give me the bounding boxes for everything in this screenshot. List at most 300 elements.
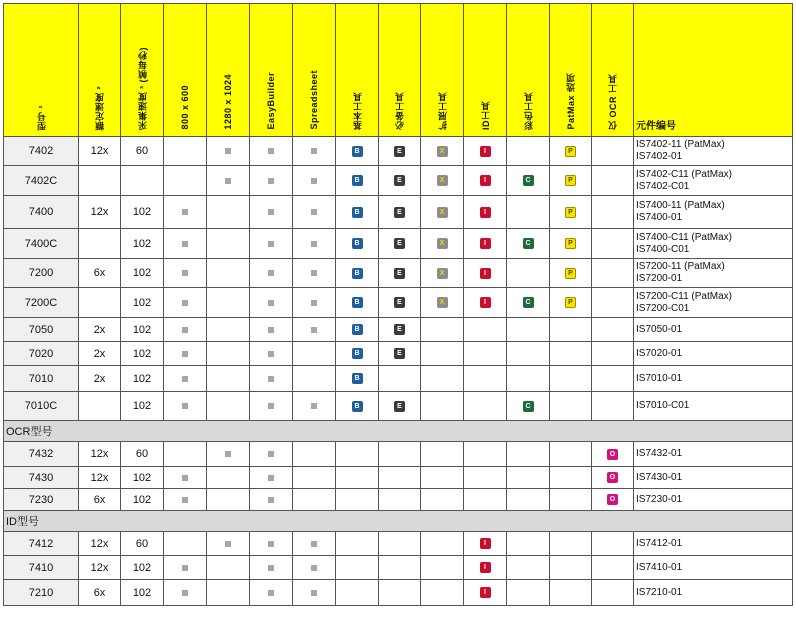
ocr-cell	[592, 318, 634, 342]
patmax-icon: P	[565, 268, 576, 279]
color-cell	[507, 259, 550, 288]
basic-tools-icon: B	[352, 238, 363, 249]
supported-square-icon	[182, 209, 188, 215]
id-cell	[464, 288, 507, 318]
header-res-1280x1024	[207, 4, 250, 137]
supported-square-icon	[268, 541, 274, 547]
basic-tools-icon: B	[352, 268, 363, 279]
header-rated-speed	[79, 4, 121, 137]
ext-cell	[421, 166, 464, 196]
id-cell	[464, 166, 507, 196]
r800-cell	[164, 392, 207, 421]
ess-cell	[379, 229, 421, 259]
model-cell: 7010C	[4, 392, 79, 421]
basic-cell	[336, 137, 379, 166]
part-number-primary: IS7020-01	[636, 347, 683, 359]
table-row	[4, 259, 793, 288]
color-cell	[507, 580, 550, 606]
essential-tools-icon: E	[394, 348, 405, 359]
eb-cell	[250, 166, 293, 196]
id-cell	[464, 229, 507, 259]
ext-cell	[421, 392, 464, 421]
supported-square-icon	[268, 241, 274, 247]
header-label: 1280 x 1024	[223, 74, 233, 130]
fps-cell	[121, 166, 164, 196]
basic-tools-icon: B	[352, 373, 363, 384]
color-cell	[507, 318, 550, 342]
ss-cell	[293, 580, 336, 606]
supported-square-icon	[268, 376, 274, 382]
ext-cell	[421, 467, 464, 489]
part-number-primary: IS7230-01	[636, 493, 683, 505]
speed-cell: 6x	[79, 489, 121, 511]
part-number-secondary: IS7402-C01	[636, 180, 690, 192]
r1280-cell	[207, 229, 250, 259]
table-row	[4, 366, 793, 392]
fps-cell: 102	[121, 366, 164, 392]
table-row	[4, 229, 793, 259]
ss-cell	[293, 137, 336, 166]
supported-square-icon	[311, 148, 317, 154]
id-cell	[464, 366, 507, 392]
ess-cell	[379, 467, 421, 489]
ext-cell	[421, 532, 464, 556]
header-easybuilder	[250, 4, 293, 137]
table-row	[4, 318, 793, 342]
r800-cell	[164, 288, 207, 318]
supported-square-icon	[268, 475, 274, 481]
model-cell: 7402	[4, 137, 79, 166]
patmax-cell	[550, 467, 592, 489]
id-cell	[464, 532, 507, 556]
ess-cell	[379, 442, 421, 467]
r800-cell	[164, 532, 207, 556]
fps-cell: 102	[121, 288, 164, 318]
part-number-primary: IS7400-11 (PatMax)	[636, 200, 725, 211]
fps-cell: 102	[121, 342, 164, 366]
basic-tools-icon: B	[352, 324, 363, 335]
patmax-cell	[550, 342, 592, 366]
header-essential-tools	[379, 4, 421, 137]
patmax-cell	[550, 137, 592, 166]
header-label: 额定速度 ²	[95, 85, 105, 130]
header-part-number	[634, 4, 793, 137]
r1280-cell	[207, 532, 250, 556]
essential-tools-icon: E	[394, 207, 405, 218]
r800-cell	[164, 442, 207, 467]
basic-cell	[336, 288, 379, 318]
part-number-cell	[634, 259, 793, 288]
part-number-primary: IS7010-01	[636, 372, 683, 384]
patmax-icon: P	[565, 297, 576, 308]
model-cell: 7200C	[4, 288, 79, 318]
id-cell	[464, 392, 507, 421]
ss-cell	[293, 342, 336, 366]
fps-cell: 102	[121, 489, 164, 511]
supported-square-icon	[225, 178, 231, 184]
r1280-cell	[207, 166, 250, 196]
id-cell	[464, 442, 507, 467]
basic-cell	[336, 580, 379, 606]
supported-square-icon	[225, 541, 231, 547]
color-cell	[507, 137, 550, 166]
part-number-primary: IS7430-01	[636, 471, 683, 483]
supported-square-icon	[182, 376, 188, 382]
model-cell: 7400C	[4, 229, 79, 259]
ext-cell	[421, 229, 464, 259]
color-cell	[507, 556, 550, 580]
ocr-cell	[592, 288, 634, 318]
eb-cell	[250, 366, 293, 392]
patmax-cell	[550, 442, 592, 467]
basic-tools-icon: B	[352, 207, 363, 218]
color-tools-icon: C	[523, 297, 534, 308]
r1280-cell	[207, 342, 250, 366]
supported-square-icon	[311, 541, 317, 547]
eb-cell	[250, 288, 293, 318]
patmax-cell	[550, 532, 592, 556]
supported-square-icon	[182, 241, 188, 247]
table-row	[4, 166, 793, 196]
model-cell: 7050	[4, 318, 79, 342]
part-number-cell	[634, 556, 793, 580]
part-number-primary: IS7200-11 (PatMax)	[636, 261, 725, 272]
ocr-cell	[592, 196, 634, 229]
r1280-cell	[207, 489, 250, 511]
part-number-secondary: IS7400-01	[636, 212, 683, 223]
id-cell	[464, 318, 507, 342]
id-tools-icon: I	[480, 538, 491, 549]
part-number-primary: IS7010-C01	[636, 400, 690, 411]
ess-cell	[379, 342, 421, 366]
r800-cell	[164, 366, 207, 392]
supported-square-icon	[311, 270, 317, 276]
r800-cell	[164, 318, 207, 342]
ss-cell	[293, 532, 336, 556]
speed-cell: 12x	[79, 467, 121, 489]
speed-cell: 12x	[79, 196, 121, 229]
ocr-cell	[592, 580, 634, 606]
speed-cell: 6x	[79, 580, 121, 606]
ess-cell	[379, 259, 421, 288]
ocr-cell	[592, 137, 634, 166]
part-number-primary: IS7050-01	[636, 323, 683, 335]
fps-cell: 60	[121, 137, 164, 166]
fps-cell: 102	[121, 467, 164, 489]
essential-tools-icon: E	[394, 238, 405, 249]
r800-cell	[164, 137, 207, 166]
part-number-primary: IS7402-C11 (PatMax)	[636, 168, 732, 180]
r1280-cell	[207, 137, 250, 166]
r1280-cell	[207, 259, 250, 288]
basic-cell	[336, 532, 379, 556]
model-cell: 7430	[4, 467, 79, 489]
part-number-cell	[634, 318, 793, 342]
supported-square-icon	[268, 209, 274, 215]
eb-cell	[250, 532, 293, 556]
part-number-primary: IS7400-C11 (PatMax)	[636, 231, 732, 243]
patmax-icon: P	[565, 207, 576, 218]
patmax-icon: P	[565, 175, 576, 186]
table-body	[4, 137, 793, 606]
patmax-cell	[550, 556, 592, 580]
basic-tools-icon: B	[352, 401, 363, 412]
eb-cell	[250, 442, 293, 467]
extended-tools-icon: X	[437, 207, 448, 218]
eb-cell	[250, 137, 293, 166]
part-number-cell	[634, 288, 793, 318]
ss-cell	[293, 366, 336, 392]
r1280-cell	[207, 392, 250, 421]
model-cell: 7230	[4, 489, 79, 511]
header-acquisition-speed	[121, 4, 164, 137]
patmax-cell	[550, 229, 592, 259]
header-label: 采集速度 ³ (帧每秒)	[137, 47, 148, 130]
basic-cell	[336, 489, 379, 511]
part-number-cell	[634, 532, 793, 556]
ocr-cell	[592, 556, 634, 580]
group-label: OCR型号	[4, 421, 793, 442]
ss-cell	[293, 166, 336, 196]
color-tools-icon: C	[523, 238, 534, 249]
extended-tools-icon: X	[437, 175, 448, 186]
group-header-row	[4, 511, 793, 532]
patmax-icon: P	[565, 238, 576, 249]
r800-cell	[164, 229, 207, 259]
essential-tools-icon: E	[394, 324, 405, 335]
ext-cell	[421, 259, 464, 288]
part-number-secondary: IS7400-C01	[636, 243, 690, 255]
ss-cell	[293, 467, 336, 489]
supported-square-icon	[311, 178, 317, 184]
patmax-cell	[550, 288, 592, 318]
part-number-primary: IS7210-01	[636, 586, 683, 598]
basic-cell	[336, 442, 379, 467]
part-number-primary: IS7410-01	[636, 561, 683, 573]
part-number-secondary: IS7200-C01	[636, 302, 690, 314]
part-number-cell	[634, 580, 793, 606]
supported-square-icon	[268, 178, 274, 184]
supported-square-icon	[182, 300, 188, 306]
table-row	[4, 288, 793, 318]
header-basic-tools	[336, 4, 379, 137]
header-label: 元件编号	[636, 121, 676, 132]
ext-cell	[421, 366, 464, 392]
eb-cell	[250, 580, 293, 606]
part-number-secondary: IS7402-01	[636, 151, 683, 162]
ess-cell	[379, 137, 421, 166]
header-spreadsheet	[293, 4, 336, 137]
id-tools-icon: I	[480, 587, 491, 598]
speed-cell: 2x	[79, 318, 121, 342]
eb-cell	[250, 229, 293, 259]
fps-cell: 102	[121, 318, 164, 342]
id-cell	[464, 467, 507, 489]
color-cell	[507, 166, 550, 196]
model-cell: 7020	[4, 342, 79, 366]
ocr-icon: O	[607, 449, 618, 460]
r1280-cell	[207, 318, 250, 342]
ess-cell	[379, 392, 421, 421]
header-color-tools	[507, 4, 550, 137]
model-cell: 7200	[4, 259, 79, 288]
ess-cell	[379, 556, 421, 580]
r800-cell	[164, 196, 207, 229]
r800-cell	[164, 467, 207, 489]
supported-square-icon	[182, 565, 188, 571]
fps-cell: 102	[121, 259, 164, 288]
basic-tools-icon: B	[352, 297, 363, 308]
table-row	[4, 442, 793, 467]
ess-cell	[379, 166, 421, 196]
supported-square-icon	[311, 327, 317, 333]
id-tools-icon: I	[480, 207, 491, 218]
r800-cell	[164, 580, 207, 606]
table-row	[4, 342, 793, 366]
table-row	[4, 532, 793, 556]
supported-square-icon	[311, 241, 317, 247]
ss-cell	[293, 392, 336, 421]
fps-cell: 102	[121, 229, 164, 259]
part-number-cell	[634, 196, 793, 229]
patmax-cell	[550, 259, 592, 288]
patmax-cell	[550, 166, 592, 196]
color-cell	[507, 342, 550, 366]
model-cell: 7400	[4, 196, 79, 229]
header-label: EasyBuilder	[266, 72, 276, 130]
r1280-cell	[207, 467, 250, 489]
ess-cell	[379, 580, 421, 606]
header-label: PatMax 选项	[566, 73, 576, 130]
speed-cell: 12x	[79, 556, 121, 580]
header-extended-tools	[421, 4, 464, 137]
essential-tools-icon: E	[394, 175, 405, 186]
header-label: 必备工具	[395, 92, 405, 130]
ss-cell	[293, 196, 336, 229]
part-number-secondary: IS7200-01	[636, 273, 683, 284]
header-res-800x600	[164, 4, 207, 137]
basic-tools-icon: B	[352, 175, 363, 186]
table-row	[4, 467, 793, 489]
speed-cell	[79, 392, 121, 421]
id-tools-icon: I	[480, 562, 491, 573]
r800-cell	[164, 166, 207, 196]
supported-square-icon	[182, 497, 188, 503]
header-label: 800 x 600	[180, 85, 190, 130]
supported-square-icon	[182, 403, 188, 409]
patmax-cell	[550, 318, 592, 342]
id-cell	[464, 580, 507, 606]
ocr-cell	[592, 467, 634, 489]
speed-cell: 2x	[79, 342, 121, 366]
header-id-tools	[464, 4, 507, 137]
essential-tools-icon: E	[394, 401, 405, 412]
id-tools-icon: I	[480, 175, 491, 186]
ss-cell	[293, 442, 336, 467]
supported-square-icon	[311, 300, 317, 306]
ext-cell	[421, 196, 464, 229]
basic-cell	[336, 166, 379, 196]
ss-cell	[293, 318, 336, 342]
group-label: ID型号	[4, 511, 793, 532]
header-patmax-option	[550, 4, 592, 137]
basic-cell	[336, 556, 379, 580]
table-row	[4, 556, 793, 580]
essential-tools-icon: E	[394, 146, 405, 157]
table-row	[4, 489, 793, 511]
ocr-icon: O	[607, 472, 618, 483]
model-cell: 7010	[4, 366, 79, 392]
part-number-cell	[634, 392, 793, 421]
basic-cell	[336, 318, 379, 342]
ext-cell	[421, 556, 464, 580]
patmax-cell	[550, 196, 592, 229]
ocr-cell	[592, 366, 634, 392]
table-row	[4, 580, 793, 606]
ocr-icon: O	[607, 494, 618, 505]
ocr-cell	[592, 442, 634, 467]
color-cell	[507, 489, 550, 511]
supported-square-icon	[182, 351, 188, 357]
extended-tools-icon: X	[437, 238, 448, 249]
essential-tools-icon: E	[394, 268, 405, 279]
fps-cell: 102	[121, 580, 164, 606]
id-tools-icon: I	[480, 297, 491, 308]
patmax-cell	[550, 580, 592, 606]
model-cell: 7432	[4, 442, 79, 467]
ss-cell	[293, 229, 336, 259]
ext-cell	[421, 342, 464, 366]
supported-square-icon	[268, 300, 274, 306]
supported-square-icon	[268, 327, 274, 333]
r1280-cell	[207, 366, 250, 392]
id-cell	[464, 489, 507, 511]
id-tools-icon: I	[480, 146, 491, 157]
ocr-cell	[592, 166, 634, 196]
fps-cell: 60	[121, 532, 164, 556]
header-row	[4, 4, 793, 137]
id-tools-icon: I	[480, 268, 491, 279]
color-tools-icon: C	[523, 401, 534, 412]
supported-square-icon	[225, 148, 231, 154]
supported-square-icon	[311, 403, 317, 409]
color-cell	[507, 392, 550, 421]
ocr-cell	[592, 342, 634, 366]
header-label: ID工具	[480, 101, 491, 130]
part-number-cell	[634, 442, 793, 467]
extended-tools-icon: X	[437, 268, 448, 279]
speed-cell: 2x	[79, 366, 121, 392]
table-row	[4, 196, 793, 229]
patmax-cell	[550, 366, 592, 392]
part-number-primary: IS7200-C11 (PatMax)	[636, 290, 732, 302]
speed-cell: 12x	[79, 442, 121, 467]
color-cell	[507, 288, 550, 318]
group-header-row	[4, 421, 793, 442]
ocr-cell	[592, 532, 634, 556]
part-number-primary: IS7402-11 (PatMax)	[636, 139, 725, 150]
supported-square-icon	[268, 497, 274, 503]
supported-square-icon	[182, 590, 188, 596]
color-cell	[507, 366, 550, 392]
essential-tools-icon: E	[394, 297, 405, 308]
id-cell	[464, 196, 507, 229]
part-number-cell	[634, 166, 793, 196]
supported-square-icon	[311, 565, 317, 571]
r1280-cell	[207, 288, 250, 318]
fps-cell: 102	[121, 392, 164, 421]
supported-square-icon	[268, 270, 274, 276]
